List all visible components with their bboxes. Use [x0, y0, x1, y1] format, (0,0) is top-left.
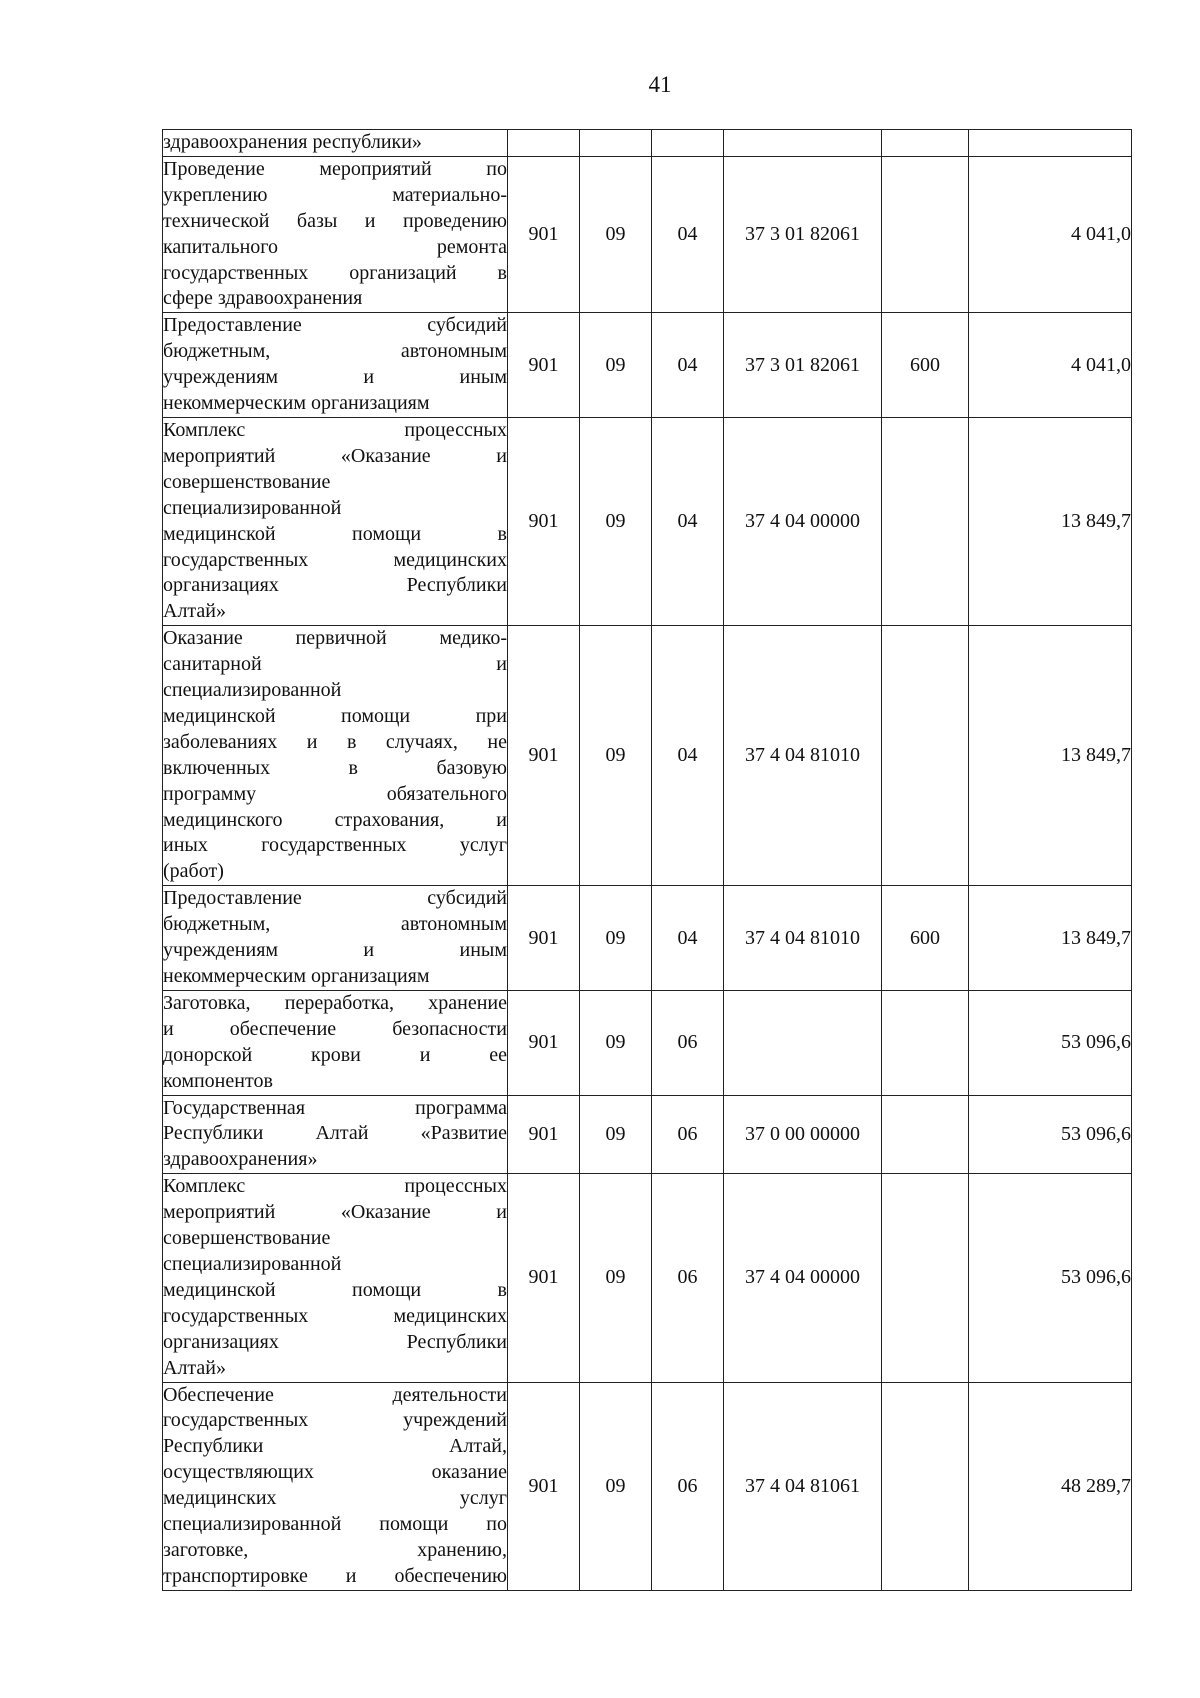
row-name-line: сфере здравоохранения: [163, 287, 363, 310]
row-name-line: медицинской помощи в: [163, 1278, 507, 1301]
razdel-cell: [580, 130, 652, 157]
row-name-line: транспортировке и обеспечению: [163, 1564, 507, 1587]
row-name: [163, 417, 508, 625]
row-name-line: государственных учреждений: [163, 1409, 507, 1432]
target-article-cell: 37 0 00 00000: [724, 1095, 882, 1174]
row-name-line: медицинских услуг: [163, 1487, 507, 1510]
glava-cell: 901: [508, 626, 580, 886]
row-name-line: специализированной: [163, 496, 342, 519]
row-name-line: бюджетным, автономным: [163, 913, 507, 936]
podrazdel-cell: 04: [652, 886, 724, 991]
row-name-line: здравоохранения»: [163, 1148, 318, 1171]
row-name-line: заготовке, хранению,: [163, 1538, 507, 1561]
budget-table: [162, 129, 1132, 1591]
row-name-line: здравоохранения республики»: [163, 131, 422, 153]
podrazdel-cell: [652, 130, 724, 157]
row-name-line: Республики Алтай «Развитие: [163, 1122, 507, 1145]
table-row: [163, 1382, 1132, 1590]
razdel-cell: 09: [580, 1174, 652, 1382]
amount-cell: 13 849,7: [969, 626, 1132, 886]
row-name-line: мероприятий «Оказание и: [163, 444, 507, 467]
target-article-cell: 37 4 04 81010: [724, 626, 882, 886]
amount-cell: 13 849,7: [969, 417, 1132, 625]
amount-cell: 53 096,6: [969, 990, 1132, 1095]
row-name: [163, 1095, 508, 1174]
row-name-line: мероприятий «Оказание и: [163, 1201, 507, 1224]
glava-cell: 901: [508, 1095, 580, 1174]
row-name-line: и обеспечение безопасности: [163, 1017, 507, 1040]
row-name-line: бюджетным, автономным: [163, 340, 507, 363]
razdel-cell: 09: [580, 990, 652, 1095]
row-name-line: санитарной и: [163, 653, 507, 676]
table-row: [163, 1095, 1132, 1174]
amount-cell: [969, 130, 1132, 157]
row-name-line: донорской крови и ее: [163, 1043, 507, 1066]
row-name-line: Алтай»: [163, 600, 226, 623]
glava-cell: 901: [508, 156, 580, 312]
glava-cell: 901: [508, 417, 580, 625]
row-name-line: Обеспечение деятельности: [163, 1383, 507, 1406]
podrazdel-cell: 06: [652, 1095, 724, 1174]
row-name-line: программу обязательного: [163, 782, 507, 805]
amount-cell: 53 096,6: [969, 1095, 1132, 1174]
amount-cell: 4 041,0: [969, 313, 1132, 418]
target-article-cell: 37 4 04 00000: [724, 417, 882, 625]
row-name-line: Алтай»: [163, 1356, 226, 1379]
row-name-line: капитального ремонта: [163, 235, 507, 258]
row-name-line: государственных организаций в: [163, 261, 507, 284]
razdel-cell: 09: [580, 1095, 652, 1174]
row-name: [163, 990, 508, 1095]
row-name-line: (работ): [163, 860, 224, 883]
page-number: 41: [648, 72, 672, 97]
podrazdel-cell: 04: [652, 156, 724, 312]
row-name-line: учреждениям и иным: [163, 939, 507, 962]
row-name: [163, 1174, 508, 1382]
podrazdel-cell: 04: [652, 417, 724, 625]
amount-cell: 13 849,7: [969, 886, 1132, 991]
target-article-cell: 37 4 04 81010: [724, 886, 882, 991]
podrazdel-cell: 06: [652, 1174, 724, 1382]
razdel-cell: 09: [580, 313, 652, 418]
row-name: [163, 156, 508, 312]
row-name-line: Республики Алтай,: [163, 1435, 507, 1458]
row-name-line: специализированной: [163, 1252, 342, 1275]
row-name: [163, 313, 508, 418]
table-row: [163, 886, 1132, 991]
razdel-cell: 09: [580, 886, 652, 991]
budget-table-body: [163, 130, 1132, 1591]
glava-cell: 901: [508, 990, 580, 1095]
podrazdel-cell: 04: [652, 626, 724, 886]
expense-type-cell: [882, 1095, 969, 1174]
target-article-cell: 37 4 04 81061: [724, 1382, 882, 1590]
row-name-line: медицинской помощи в: [163, 522, 507, 545]
row-name-line: государственных медицинских: [163, 548, 507, 571]
row-name-line: государственных медицинских: [163, 1304, 507, 1327]
row-name-line: Оказание первичной медико-: [163, 627, 507, 650]
row-name-line: укреплению материально-: [163, 183, 507, 206]
row-name-line: организациях Республики: [163, 1330, 507, 1353]
target-article-cell: [724, 990, 882, 1095]
amount-cell: 48 289,7: [969, 1382, 1132, 1590]
expense-type-cell: 600: [882, 313, 969, 418]
podrazdel-cell: 04: [652, 313, 724, 418]
row-name-line: организациях Республики: [163, 574, 507, 597]
row-name: [163, 886, 508, 991]
expense-type-cell: [882, 626, 969, 886]
table-row: [163, 313, 1132, 418]
razdel-cell: 09: [580, 1382, 652, 1590]
row-name: [163, 130, 508, 157]
row-name-line: Проведение мероприятий по: [163, 157, 507, 180]
table-row: [163, 417, 1132, 625]
table-row: [163, 156, 1132, 312]
row-name-line: Заготовка, переработка, хранение: [163, 991, 507, 1014]
row-name-line: иных государственных услуг: [163, 834, 507, 857]
expense-type-cell: [882, 130, 969, 157]
razdel-cell: 09: [580, 156, 652, 312]
row-name-line: осуществляющих оказание: [163, 1461, 507, 1484]
razdel-cell: 09: [580, 626, 652, 886]
row-name-line: специализированной: [163, 679, 342, 702]
target-article-cell: 37 3 01 82061: [724, 313, 882, 418]
razdel-cell: 09: [580, 417, 652, 625]
table-row: [163, 990, 1132, 1095]
target-article-cell: 37 4 04 00000: [724, 1174, 882, 1382]
target-article-cell: 37 3 01 82061: [724, 156, 882, 312]
glava-cell: 901: [508, 1382, 580, 1590]
row-name-line: заболеваниях и в случаях, не: [163, 730, 507, 753]
expense-type-cell: 600: [882, 886, 969, 991]
row-name-line: технической базы и проведению: [163, 209, 507, 232]
row-name-line: учреждениям и иным: [163, 366, 507, 389]
row-name-line: компонентов: [163, 1069, 273, 1092]
row-name-line: Предоставление субсидий: [163, 314, 507, 337]
glava-cell: [508, 130, 580, 157]
row-name-line: специализированной помощи по: [163, 1513, 507, 1536]
expense-type-cell: [882, 1174, 969, 1382]
glava-cell: 901: [508, 1174, 580, 1382]
amount-cell: 4 041,0: [969, 156, 1132, 312]
row-name-line: некоммерческим организациям: [163, 965, 430, 987]
row-name: [163, 1382, 508, 1590]
table-row: [163, 130, 1132, 157]
table-row: [163, 626, 1132, 886]
row-name-line: Государственная программа: [163, 1096, 507, 1119]
podrazdel-cell: 06: [652, 990, 724, 1095]
row-name-line: медицинской помощи при: [163, 704, 507, 727]
table-row: [163, 1174, 1132, 1382]
expense-type-cell: [882, 156, 969, 312]
row-name-line: медицинского страхования, и: [163, 808, 507, 831]
row-name-line: совершенствование: [163, 470, 331, 493]
target-article-cell: [724, 130, 882, 157]
row-name-line: совершенствование: [163, 1227, 331, 1250]
glava-cell: 901: [508, 313, 580, 418]
amount-cell: 53 096,6: [969, 1174, 1132, 1382]
row-name-line: Предоставление субсидий: [163, 887, 507, 910]
row-name: [163, 626, 508, 886]
expense-type-cell: [882, 417, 969, 625]
row-name-line: некоммерческим организациям: [163, 392, 430, 415]
row-name-line: Комплекс процессных: [163, 1175, 507, 1198]
expense-type-cell: [882, 1382, 969, 1590]
row-name-line: Комплекс процессных: [163, 418, 507, 441]
podrazdel-cell: 06: [652, 1382, 724, 1590]
glava-cell: 901: [508, 886, 580, 991]
row-name-line: включенных в базовую: [163, 756, 507, 779]
expense-type-cell: [882, 990, 969, 1095]
